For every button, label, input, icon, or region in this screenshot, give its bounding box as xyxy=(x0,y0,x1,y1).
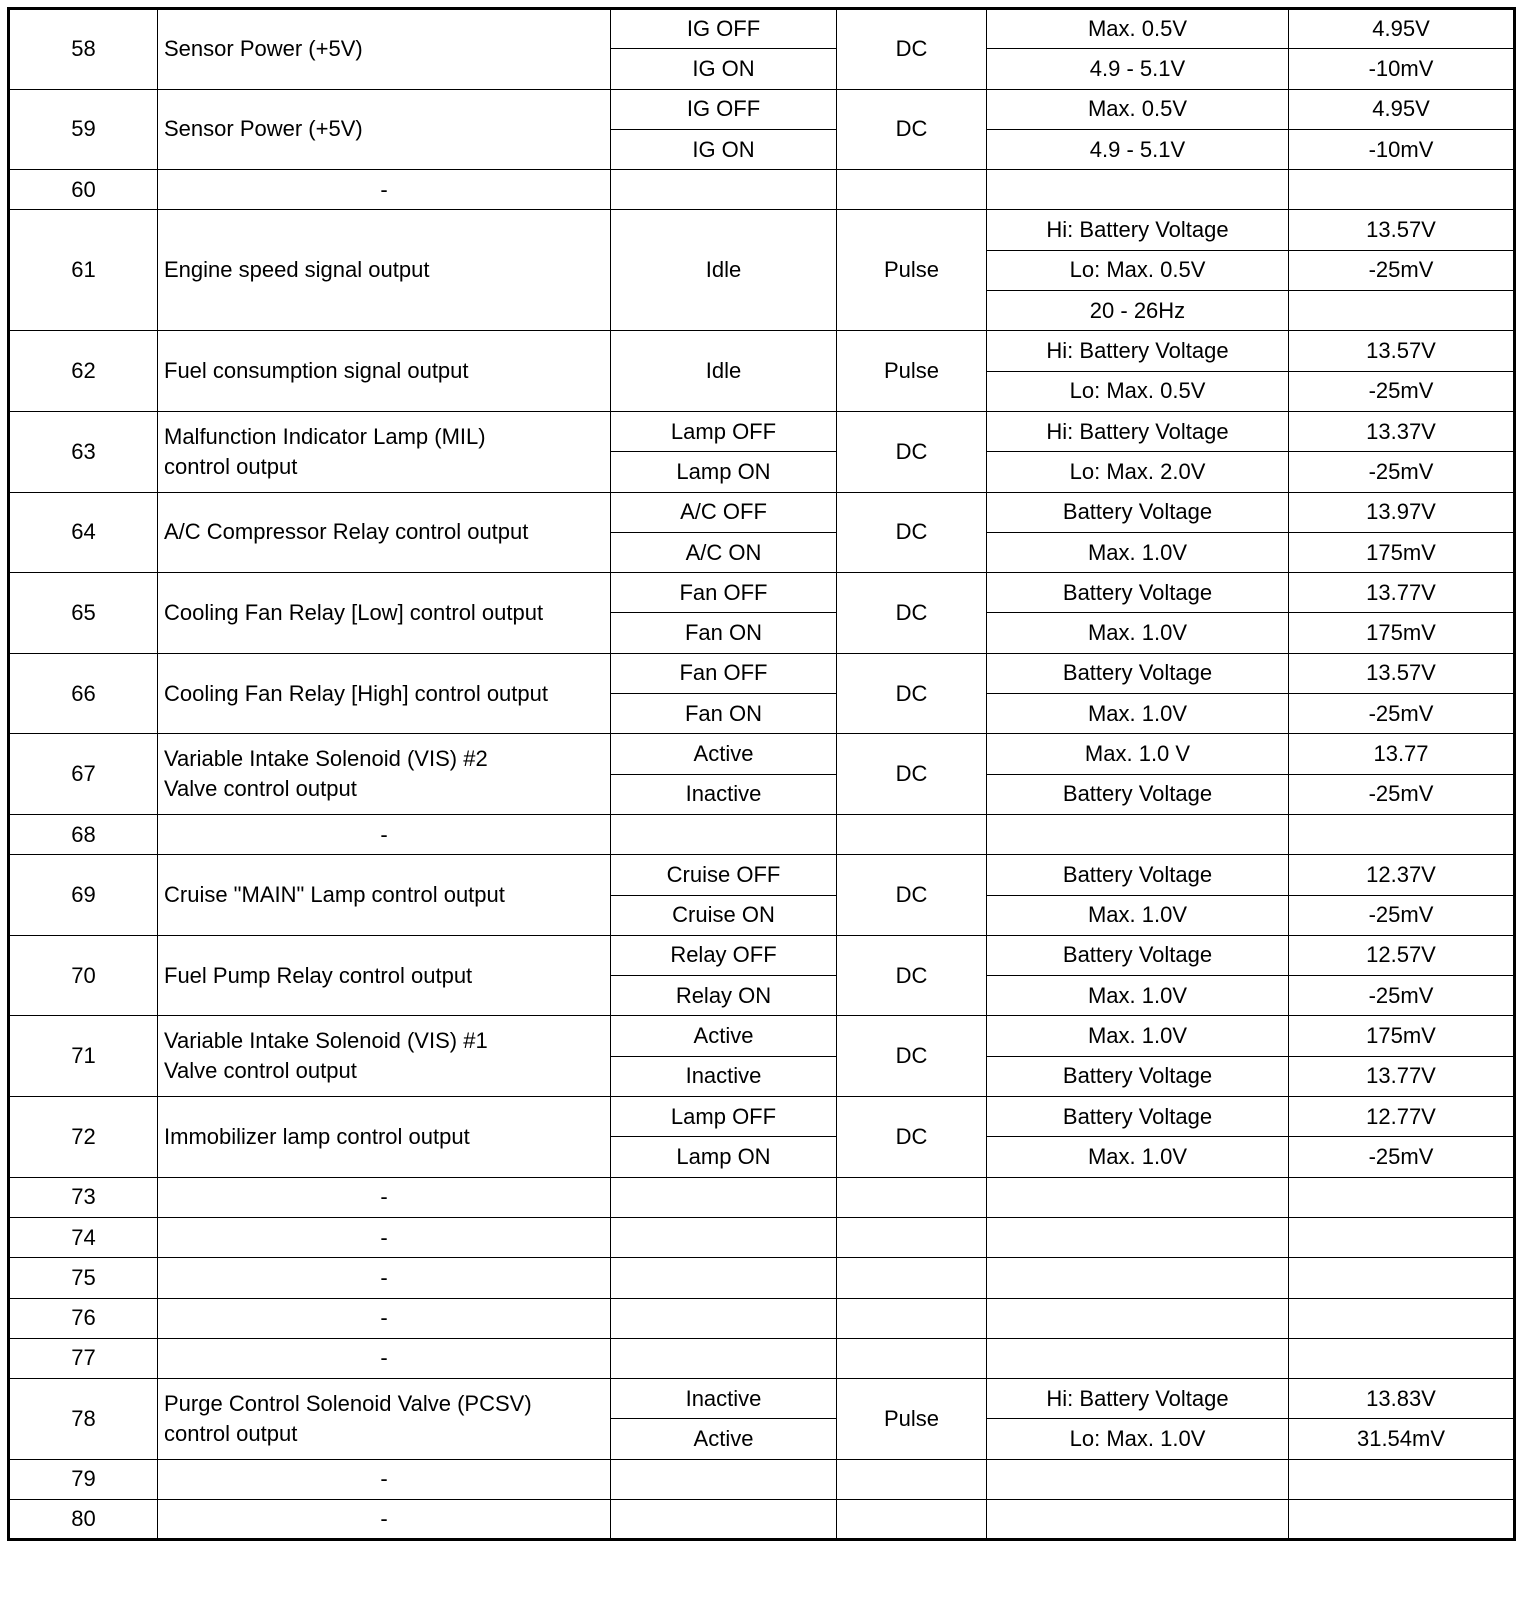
table-body xyxy=(9,9,1515,1540)
measured-value: 13.77 xyxy=(1289,734,1515,774)
measured-value: -10mV xyxy=(1289,129,1515,169)
description-line: Fuel Pump Relay control output xyxy=(164,962,473,988)
condition: Cruise OFF xyxy=(611,855,837,895)
pin-number: 74 xyxy=(9,1217,158,1257)
signal-type: DC xyxy=(837,1097,987,1178)
description-line: Variable Intake Solenoid (VIS) #2 xyxy=(164,746,488,772)
pin-description xyxy=(158,210,611,331)
pin-number: 60 xyxy=(9,170,158,210)
condition: Relay ON xyxy=(611,976,837,1016)
table-row xyxy=(9,210,1515,250)
spec-value: Battery Voltage xyxy=(987,653,1289,693)
description-line: - xyxy=(380,1224,388,1250)
signal-type: DC xyxy=(837,573,987,654)
measured-value xyxy=(1289,291,1515,331)
condition: Active xyxy=(611,1419,837,1459)
pin-description xyxy=(158,170,611,210)
description-line: - xyxy=(380,1466,388,1492)
pin-description xyxy=(158,653,611,734)
spec-value xyxy=(987,1459,1289,1499)
table-row xyxy=(9,1097,1515,1137)
condition: Fan ON xyxy=(611,613,837,653)
spec-value: 4.9 - 5.1V xyxy=(987,49,1289,89)
pin-number: 71 xyxy=(9,1016,158,1097)
condition xyxy=(611,1459,837,1499)
spec-value: Battery Voltage xyxy=(987,774,1289,814)
condition: IG ON xyxy=(611,129,837,169)
condition: Idle xyxy=(611,331,837,412)
measured-value: 13.77V xyxy=(1289,573,1515,613)
measured-value xyxy=(1289,1217,1515,1257)
measured-value: 175mV xyxy=(1289,532,1515,572)
measured-value: -25mV xyxy=(1289,250,1515,290)
measured-value xyxy=(1289,814,1515,854)
pin-number: 79 xyxy=(9,1459,158,1499)
pin-description xyxy=(158,1217,611,1257)
spec-value: Battery Voltage xyxy=(987,492,1289,532)
table-row xyxy=(9,331,1515,371)
signal-type: DC xyxy=(837,855,987,936)
condition xyxy=(611,1338,837,1378)
description-line: - xyxy=(380,1184,388,1210)
table-row xyxy=(9,9,1515,49)
pin-number: 70 xyxy=(9,935,158,1016)
signal-type xyxy=(837,1499,987,1539)
spec-value: Lo: Max. 0.5V xyxy=(987,371,1289,411)
condition: Fan ON xyxy=(611,694,837,734)
signal-type: DC xyxy=(837,89,987,170)
measured-value: 12.77V xyxy=(1289,1097,1515,1137)
measured-value xyxy=(1289,170,1515,210)
signal-type: DC xyxy=(837,1016,987,1097)
spec-value: Hi: Battery Voltage xyxy=(987,210,1289,250)
condition: Lamp ON xyxy=(611,1137,837,1177)
description-line: - xyxy=(380,1345,388,1371)
spec-value: Max. 0.5V xyxy=(987,9,1289,49)
measured-value: -25mV xyxy=(1289,774,1515,814)
pin-number: 62 xyxy=(9,331,158,412)
pin-number: 69 xyxy=(9,855,158,936)
measured-value: 175mV xyxy=(1289,1016,1515,1056)
pin-description xyxy=(158,331,611,412)
condition: Fan OFF xyxy=(611,573,837,613)
signal-type xyxy=(837,170,987,210)
condition: Relay OFF xyxy=(611,935,837,975)
signal-type: Pulse xyxy=(837,1379,987,1460)
spec-value: Battery Voltage xyxy=(987,935,1289,975)
spec-value xyxy=(987,1298,1289,1338)
table-row xyxy=(9,935,1515,975)
measured-value: 13.83V xyxy=(1289,1379,1515,1419)
signal-type: DC xyxy=(837,935,987,1016)
pin-description xyxy=(158,89,611,170)
description-line: - xyxy=(380,1305,388,1331)
measured-value: 4.95V xyxy=(1289,9,1515,49)
measured-value: -25mV xyxy=(1289,1137,1515,1177)
pin-number: 73 xyxy=(9,1177,158,1217)
spec-value: Max. 1.0V xyxy=(987,694,1289,734)
description-line: Fuel consumption signal output xyxy=(164,358,469,384)
table-row xyxy=(9,814,1515,854)
spec-value: Lo: Max. 0.5V xyxy=(987,250,1289,290)
measured-value xyxy=(1289,1298,1515,1338)
measured-value: -25mV xyxy=(1289,694,1515,734)
condition xyxy=(611,1177,837,1217)
pin-description xyxy=(158,1177,611,1217)
measured-value: 13.97V xyxy=(1289,492,1515,532)
pin-number: 66 xyxy=(9,653,158,734)
pin-description xyxy=(158,1016,611,1097)
condition xyxy=(611,170,837,210)
spec-value xyxy=(987,170,1289,210)
signal-type xyxy=(837,1298,987,1338)
pin-description xyxy=(158,573,611,654)
pin-description xyxy=(158,814,611,854)
table-row xyxy=(9,1258,1515,1298)
condition: Lamp ON xyxy=(611,452,837,492)
measured-value: 13.57V xyxy=(1289,653,1515,693)
spec-value: Lo: Max. 1.0V xyxy=(987,1419,1289,1459)
condition: Lamp OFF xyxy=(611,411,837,451)
signal-type: DC xyxy=(837,492,987,573)
spec-value: Max. 1.0V xyxy=(987,613,1289,653)
condition: Idle xyxy=(611,210,837,331)
pin-description xyxy=(158,1459,611,1499)
condition: Inactive xyxy=(611,774,837,814)
spec-value: Hi: Battery Voltage xyxy=(987,411,1289,451)
signal-type xyxy=(837,1258,987,1298)
condition xyxy=(611,1298,837,1338)
pin-description xyxy=(158,1097,611,1178)
description-line: Valve control output xyxy=(164,1058,357,1084)
description-line: Valve control output xyxy=(164,776,357,802)
pin-number: 68 xyxy=(9,814,158,854)
pin-description xyxy=(158,492,611,573)
pin-number: 65 xyxy=(9,573,158,654)
spec-value: Max. 1.0V xyxy=(987,895,1289,935)
description-line: Purge Control Solenoid Valve (PCSV) xyxy=(164,1390,532,1416)
signal-type: DC xyxy=(837,653,987,734)
pin-number: 59 xyxy=(9,89,158,170)
signal-type xyxy=(837,814,987,854)
signal-type: DC xyxy=(837,9,987,90)
condition: Inactive xyxy=(611,1056,837,1096)
condition: IG OFF xyxy=(611,89,837,129)
description-line: - xyxy=(380,1506,388,1532)
spec-value xyxy=(987,1499,1289,1539)
spec-value: Max. 1.0V xyxy=(987,1137,1289,1177)
signal-type xyxy=(837,1217,987,1257)
description-line: Sensor Power (+5V) xyxy=(164,36,363,62)
condition xyxy=(611,1217,837,1257)
condition xyxy=(611,814,837,854)
spec-value xyxy=(987,814,1289,854)
table-row xyxy=(9,1177,1515,1217)
spec-value: Lo: Max. 2.0V xyxy=(987,452,1289,492)
condition: Fan OFF xyxy=(611,653,837,693)
pin-number: 72 xyxy=(9,1097,158,1178)
spec-value: Battery Voltage xyxy=(987,1097,1289,1137)
pin-number: 63 xyxy=(9,411,158,492)
measured-value xyxy=(1289,1338,1515,1378)
spec-value: Max. 1.0V xyxy=(987,532,1289,572)
measured-value: 12.57V xyxy=(1289,935,1515,975)
condition: Active xyxy=(611,1016,837,1056)
table-row xyxy=(9,734,1515,774)
pin-description xyxy=(158,1298,611,1338)
measured-value: 13.37V xyxy=(1289,411,1515,451)
table-row xyxy=(9,170,1515,210)
measured-value: -25mV xyxy=(1289,452,1515,492)
signal-type: DC xyxy=(837,411,987,492)
table-row xyxy=(9,1217,1515,1257)
spec-value: Max. 1.0V xyxy=(987,1016,1289,1056)
spec-value: Hi: Battery Voltage xyxy=(987,331,1289,371)
spec-value xyxy=(987,1177,1289,1217)
pin-number: 58 xyxy=(9,9,158,90)
condition: Inactive xyxy=(611,1379,837,1419)
condition: A/C OFF xyxy=(611,492,837,532)
table-row xyxy=(9,1338,1515,1378)
signal-type xyxy=(837,1177,987,1217)
description-line: control output xyxy=(164,1420,298,1446)
spec-value: Battery Voltage xyxy=(987,1056,1289,1096)
pin-specification-table-wrapper xyxy=(7,7,1516,1541)
spec-value: Max. 1.0V xyxy=(987,976,1289,1016)
description-line: control output xyxy=(164,453,298,479)
pin-description xyxy=(158,855,611,936)
spec-value xyxy=(987,1217,1289,1257)
pin-number: 75 xyxy=(9,1258,158,1298)
table-row xyxy=(9,1298,1515,1338)
pin-description xyxy=(158,734,611,815)
pin-description xyxy=(158,1379,611,1460)
table-row xyxy=(9,492,1515,532)
condition: IG ON xyxy=(611,49,837,89)
signal-type xyxy=(837,1338,987,1378)
signal-type: Pulse xyxy=(837,331,987,412)
condition: Cruise ON xyxy=(611,895,837,935)
description-line: - xyxy=(380,1264,388,1290)
table-row xyxy=(9,1499,1515,1539)
measured-value: 13.57V xyxy=(1289,331,1515,371)
table-row xyxy=(9,411,1515,451)
measured-value: 31.54mV xyxy=(1289,1419,1515,1459)
table-row xyxy=(9,89,1515,129)
measured-value: 13.77V xyxy=(1289,1056,1515,1096)
condition: Lamp OFF xyxy=(611,1097,837,1137)
condition: Active xyxy=(611,734,837,774)
spec-value: Hi: Battery Voltage xyxy=(987,1379,1289,1419)
table-row xyxy=(9,855,1515,895)
pin-number: 78 xyxy=(9,1379,158,1460)
pin-specification-table xyxy=(7,7,1516,1541)
pin-description xyxy=(158,1338,611,1378)
signal-type: DC xyxy=(837,734,987,815)
table-row xyxy=(9,1379,1515,1419)
measured-value: -25mV xyxy=(1289,976,1515,1016)
spec-value xyxy=(987,1338,1289,1378)
spec-value: Max. 0.5V xyxy=(987,89,1289,129)
measured-value xyxy=(1289,1177,1515,1217)
description-line: - xyxy=(380,821,388,847)
condition: IG OFF xyxy=(611,9,837,49)
pin-number: 64 xyxy=(9,492,158,573)
spec-value xyxy=(987,1258,1289,1298)
pin-number: 80 xyxy=(9,1499,158,1539)
condition xyxy=(611,1258,837,1298)
pin-number: 67 xyxy=(9,734,158,815)
measured-value: 175mV xyxy=(1289,613,1515,653)
condition: A/C ON xyxy=(611,532,837,572)
signal-type: Pulse xyxy=(837,210,987,331)
spec-value: 20 - 26Hz xyxy=(987,291,1289,331)
table-row xyxy=(9,573,1515,613)
pin-number: 77 xyxy=(9,1338,158,1378)
description-line: Cruise "MAIN" Lamp control output xyxy=(164,882,505,908)
description-line: Sensor Power (+5V) xyxy=(164,116,363,142)
signal-type xyxy=(837,1459,987,1499)
description-line: Cooling Fan Relay [High] control output xyxy=(164,680,548,706)
pin-number: 61 xyxy=(9,210,158,331)
description-line: Immobilizer lamp control output xyxy=(164,1123,470,1149)
measured-value: -10mV xyxy=(1289,49,1515,89)
pin-description xyxy=(158,935,611,1016)
measured-value: -25mV xyxy=(1289,371,1515,411)
condition xyxy=(611,1499,837,1539)
table-row xyxy=(9,1016,1515,1056)
table-row xyxy=(9,653,1515,693)
spec-value: Battery Voltage xyxy=(987,573,1289,613)
pin-description xyxy=(158,1258,611,1298)
measured-value: 12.37V xyxy=(1289,855,1515,895)
measured-value: -25mV xyxy=(1289,895,1515,935)
measured-value xyxy=(1289,1499,1515,1539)
measured-value xyxy=(1289,1258,1515,1298)
table-row xyxy=(9,1459,1515,1499)
spec-value: 4.9 - 5.1V xyxy=(987,129,1289,169)
spec-value: Battery Voltage xyxy=(987,855,1289,895)
description-line: Malfunction Indicator Lamp (MIL) xyxy=(164,423,486,449)
measured-value: 4.95V xyxy=(1289,89,1515,129)
description-line: A/C Compressor Relay control output xyxy=(164,519,529,545)
description-line: Variable Intake Solenoid (VIS) #1 xyxy=(164,1028,488,1054)
pin-number: 76 xyxy=(9,1298,158,1338)
description-line: Cooling Fan Relay [Low] control output xyxy=(164,599,544,625)
spec-value: Max. 1.0 V xyxy=(987,734,1289,774)
measured-value: 13.57V xyxy=(1289,210,1515,250)
pin-description xyxy=(158,9,611,90)
description-line: Engine speed signal output xyxy=(164,257,430,283)
description-line: - xyxy=(380,176,388,202)
measured-value xyxy=(1289,1459,1515,1499)
pin-description xyxy=(158,411,611,492)
pin-description xyxy=(158,1499,611,1539)
